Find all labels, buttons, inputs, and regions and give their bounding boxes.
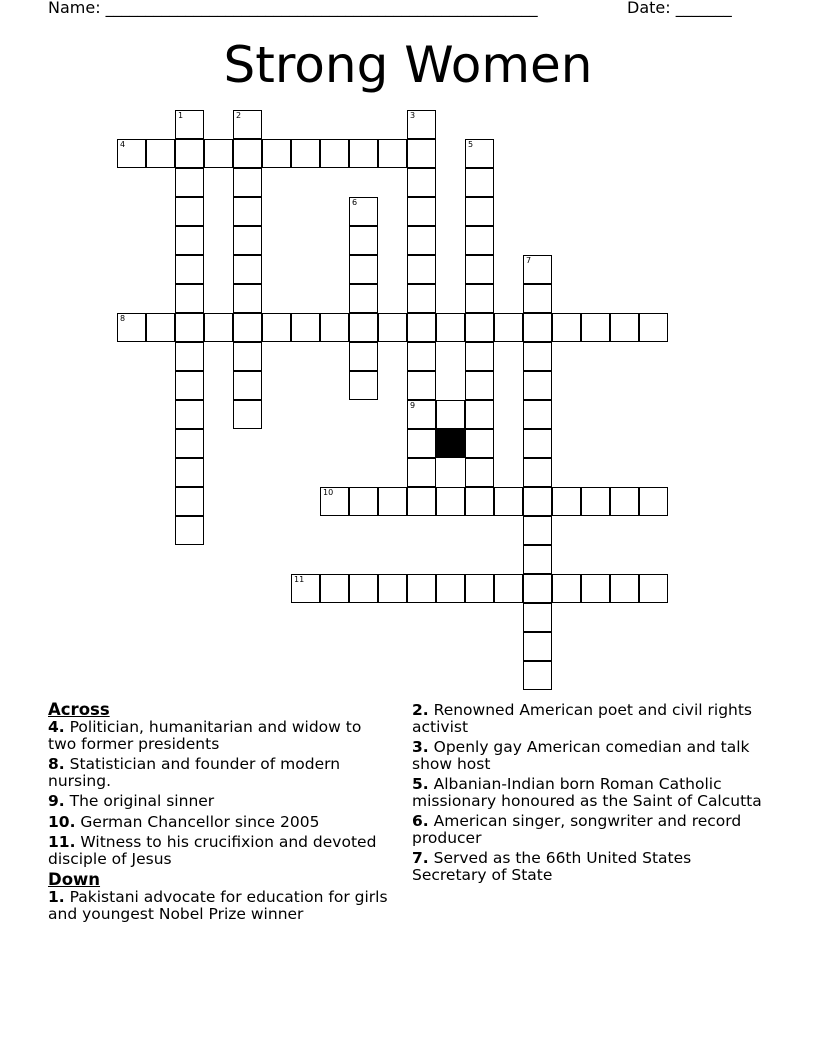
clue-number: 10.	[48, 812, 76, 831]
grid-cell[interactable]	[407, 139, 436, 168]
grid-cell[interactable]	[494, 574, 523, 603]
grid-cell[interactable]	[436, 400, 465, 429]
grid-cell[interactable]	[349, 255, 378, 284]
grid-cell[interactable]	[175, 197, 204, 226]
grid-cell[interactable]	[552, 313, 581, 342]
clue-number: 3.	[412, 738, 429, 756]
clue-number: 11	[294, 575, 305, 584]
grid-cell[interactable]	[465, 197, 494, 226]
grid-cell[interactable]	[523, 313, 552, 342]
grid-cell[interactable]	[407, 226, 436, 255]
across-clue-list	[48, 719, 393, 867]
puzzle-title: Strong Women	[223, 36, 593, 94]
clue-text: German Chancellor since 2005	[75, 812, 320, 831]
grid-cell[interactable]	[349, 139, 378, 168]
grid-cell[interactable]	[494, 487, 523, 516]
grid-cell[interactable]	[233, 342, 262, 371]
clue-text: Pakistani advocate for education for girls and youngest Nobel Prize winner	[48, 888, 388, 923]
grid-cell[interactable]	[349, 574, 378, 603]
clue-text: Witness to his crucifixion and devoted disciple of Jesus	[48, 833, 377, 868]
clue	[412, 776, 762, 809]
grid-cell[interactable]	[146, 139, 175, 168]
grid-cell[interactable]	[407, 168, 436, 197]
grid-cell[interactable]	[465, 458, 494, 487]
grid-cell[interactable]	[523, 516, 552, 545]
grid-cell[interactable]	[465, 371, 494, 400]
grid-cell[interactable]	[407, 574, 436, 603]
grid-cell[interactable]	[436, 313, 465, 342]
across-heading: Across	[48, 700, 110, 719]
grid-cell[interactable]	[523, 342, 552, 371]
clue	[412, 850, 762, 883]
grid-cell[interactable]	[581, 574, 610, 603]
clue-text: Renowned American poet and civil rights activist	[412, 701, 753, 736]
clue	[48, 719, 393, 752]
grid-cell[interactable]	[639, 574, 668, 603]
clue	[48, 834, 393, 867]
clue-number: 2.	[412, 701, 429, 719]
grid-cell[interactable]	[146, 313, 175, 342]
clue-number: 7	[526, 256, 532, 265]
clue-number: 9.	[48, 792, 65, 810]
grid-cell[interactable]	[639, 487, 668, 516]
grid-cell[interactable]	[465, 487, 494, 516]
grid-cell[interactable]	[465, 284, 494, 313]
grid-cell[interactable]	[262, 139, 291, 168]
grid-cell[interactable]	[320, 487, 349, 516]
grid-cell[interactable]	[349, 226, 378, 255]
grid-cell[interactable]	[175, 487, 204, 516]
clue-number: 5	[468, 140, 474, 149]
clue-text: Politician, humanitarian and widow to two former presidents	[48, 718, 362, 753]
grid-cell[interactable]	[552, 487, 581, 516]
clue-text: Served as the 66th United States Secretary of State	[412, 849, 692, 884]
grid-cell[interactable]	[175, 226, 204, 255]
grid-cell[interactable]	[523, 458, 552, 487]
grid-cell[interactable]	[175, 139, 204, 168]
grid-cell[interactable]	[465, 255, 494, 284]
clue-number: 5.	[412, 775, 429, 793]
grid-cell[interactable]	[175, 168, 204, 197]
grid-cell[interactable]	[523, 632, 552, 661]
grid-cell[interactable]	[465, 400, 494, 429]
clue-number: 4.	[48, 718, 65, 736]
grid-cell[interactable]	[465, 313, 494, 342]
grid-cell[interactable]	[349, 342, 378, 371]
clue-number: 1.	[48, 888, 65, 906]
grid-cell[interactable]	[581, 487, 610, 516]
grid-cell[interactable]	[465, 226, 494, 255]
grid-cell[interactable]	[117, 139, 146, 168]
clue	[412, 702, 762, 735]
grid-cell[interactable]	[175, 371, 204, 400]
clue-number: 6.	[412, 812, 429, 830]
clue-text: Statistician and founder of modern nursing.	[48, 755, 341, 790]
clue	[412, 813, 762, 846]
grid-cell[interactable]	[320, 313, 349, 342]
grid-cell[interactable]	[407, 400, 436, 429]
grid-cell[interactable]	[581, 313, 610, 342]
clue-text: Albanian-Indian born Roman Catholic missionary honoured as the Saint of Calcutta	[412, 775, 762, 810]
grid-cell[interactable]	[523, 400, 552, 429]
clue-text: Openly gay American comedian and talk show host	[412, 738, 750, 773]
clue	[48, 889, 393, 922]
clue-text: American singer, songwriter and record producer	[412, 812, 742, 847]
grid-cell[interactable]	[378, 313, 407, 342]
clue	[48, 756, 393, 789]
grid-cell[interactable]	[407, 458, 436, 487]
grid-cell[interactable]	[523, 661, 552, 690]
grid-cell[interactable]	[407, 284, 436, 313]
grid-cell[interactable]	[349, 197, 378, 226]
down-heading: Down	[48, 870, 101, 889]
grid-cell[interactable]	[320, 574, 349, 603]
grid-cell[interactable]	[204, 139, 233, 168]
grid-cell[interactable]	[233, 197, 262, 226]
grid-cell[interactable]	[233, 168, 262, 197]
grid-cell[interactable]	[610, 313, 639, 342]
grid-cell[interactable]	[175, 255, 204, 284]
grid-cell[interactable]	[320, 139, 349, 168]
grid-cell[interactable]	[291, 574, 320, 603]
grid-cell[interactable]	[175, 110, 204, 139]
grid-cell[interactable]	[407, 487, 436, 516]
grid-cell[interactable]	[523, 371, 552, 400]
clue-number: 1	[178, 111, 184, 120]
grid-cell[interactable]	[175, 516, 204, 545]
grid-cell[interactable]	[639, 313, 668, 342]
clues-right-column	[412, 702, 762, 887]
grid-cell[interactable]	[175, 400, 204, 429]
grid-cell[interactable]	[349, 487, 378, 516]
clue-number: 7.	[412, 849, 429, 867]
grid-cell[interactable]	[291, 139, 320, 168]
grid-cell[interactable]	[233, 226, 262, 255]
grid-cell[interactable]	[262, 313, 291, 342]
grid-cell[interactable]	[465, 574, 494, 603]
grid-cell[interactable]	[233, 400, 262, 429]
grid-cell[interactable]	[407, 197, 436, 226]
grid-cell[interactable]	[349, 284, 378, 313]
name-field-label: Name: ______________________________________________________	[48, 0, 538, 17]
grid-cell[interactable]	[436, 574, 465, 603]
grid-cell[interactable]	[407, 313, 436, 342]
clue-text: The original sinner	[64, 792, 215, 810]
clue	[48, 793, 393, 810]
clue-number: 2	[236, 111, 242, 120]
grid-cell[interactable]	[175, 342, 204, 371]
grid-cell[interactable]	[465, 139, 494, 168]
down-clue-list	[48, 889, 393, 922]
grid-cell[interactable]	[407, 342, 436, 371]
clue-number: 8.	[48, 755, 65, 773]
grid-cell[interactable]	[117, 313, 146, 342]
grid-cell[interactable]	[204, 313, 233, 342]
grid-cell[interactable]	[494, 313, 523, 342]
grid-cell[interactable]	[233, 371, 262, 400]
grid-cell[interactable]	[407, 255, 436, 284]
grid-cell[interactable]	[407, 371, 436, 400]
grid-cell[interactable]	[175, 313, 204, 342]
grid-cell[interactable]	[349, 313, 378, 342]
grid-cell[interactable]	[610, 574, 639, 603]
grid-cell[interactable]	[407, 110, 436, 139]
grid-cell[interactable]	[436, 487, 465, 516]
grid-cell[interactable]	[523, 429, 552, 458]
grid-cell[interactable]	[175, 429, 204, 458]
clue	[48, 814, 393, 831]
grid-cell[interactable]	[291, 313, 320, 342]
grid-cell[interactable]	[175, 284, 204, 313]
clue-number: 10	[323, 488, 334, 497]
grid-cell[interactable]	[175, 458, 204, 487]
grid-cell[interactable]	[378, 487, 407, 516]
clue-number: 4	[120, 140, 126, 149]
grid-cell[interactable]	[378, 139, 407, 168]
clue-number: 6	[352, 198, 358, 207]
grid-cell[interactable]	[523, 574, 552, 603]
grid-cell[interactable]	[465, 342, 494, 371]
grid-cell[interactable]	[233, 139, 262, 168]
grid-cell[interactable]	[465, 429, 494, 458]
grid-cell[interactable]	[523, 284, 552, 313]
date-field-label: Date: _______	[627, 0, 732, 17]
grid-cell[interactable]	[233, 313, 262, 342]
grid-cell[interactable]	[523, 603, 552, 632]
grid-cell[interactable]	[233, 255, 262, 284]
clue-number: 11.	[48, 833, 76, 851]
grid-cell[interactable]	[465, 168, 494, 197]
grid-cell[interactable]	[407, 429, 436, 458]
down-clue-list-continued	[412, 702, 762, 883]
grid-cell[interactable]	[349, 371, 378, 400]
clue-number: 3	[410, 111, 416, 120]
grid-cell[interactable]	[552, 574, 581, 603]
grid-cell[interactable]	[610, 487, 639, 516]
black-square	[436, 429, 465, 458]
clue	[412, 739, 762, 772]
clue-number: 9	[410, 401, 416, 410]
grid-cell[interactable]	[378, 574, 407, 603]
grid-cell[interactable]	[523, 545, 552, 574]
grid-cell[interactable]	[233, 110, 262, 139]
clue-number: 8	[120, 314, 126, 323]
grid-cell[interactable]	[233, 284, 262, 313]
grid-cell[interactable]	[523, 255, 552, 284]
grid-cell[interactable]	[523, 487, 552, 516]
clues-left-column	[48, 701, 393, 926]
